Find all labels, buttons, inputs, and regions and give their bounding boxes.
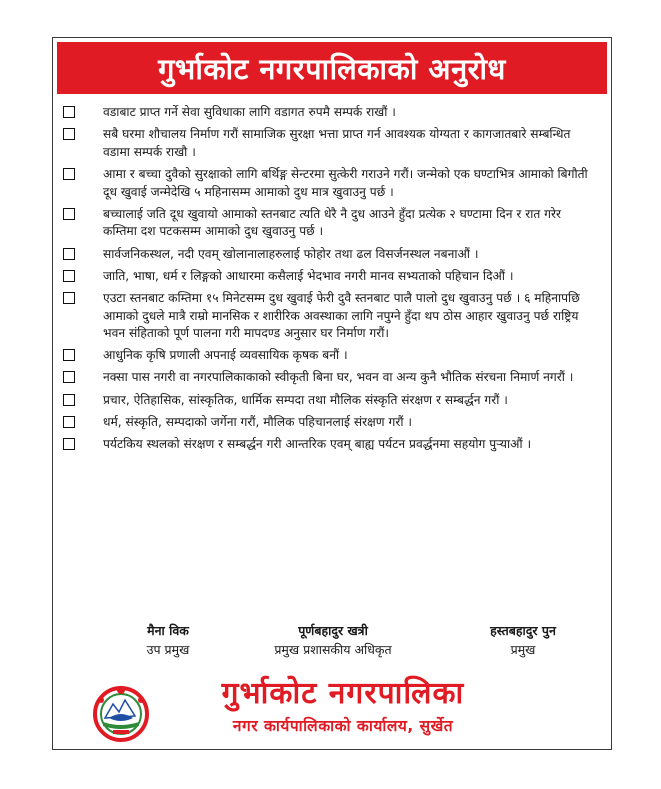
signatory-mayor	[453, 622, 593, 660]
list-item	[63, 347, 597, 365]
checkbox-icon	[63, 106, 75, 118]
banner-title: गुर्भाकोट नगरपालिकाको अनुरोध	[57, 42, 607, 94]
list-item-text: बच्चालाई जति दूध खुवायो आमाको स्तनबाट त्यति धेरै नै दुध आउने हुँदा प्रत्येक २ घण्टामा दिन र रात गरेर कम्तिमा दश पटकसम्म आमाको दुध खुवाउनु पर्छ ।	[103, 206, 561, 239]
checkbox-icon	[63, 128, 75, 140]
list-item-text: पर्यटकिय स्थलको संरक्षण र सम्बर्द्धन गरी आन्तरिक एवम् बाह्य पर्यटन प्रवर्द्धनमा सहयोग पुऱ्याऔं ।	[103, 437, 532, 452]
list-item-text: धर्म, संस्कृति, सम्पदाको जर्गेना गरौं, मौलिक पहिचानलाई संरक्षण गरौं ।	[103, 414, 412, 429]
signature-block	[53, 622, 611, 662]
checkbox-icon	[63, 208, 75, 220]
list-item-text: आधुनिक कृषि प्रणाली अपनाई व्यवसायिक कृषक बनौं ।	[103, 348, 348, 363]
list-item	[63, 290, 597, 343]
checkbox-icon	[63, 270, 75, 282]
list-item-text: नक्सा पास नगरी वा नगरपालिकाकाको स्वीकृती बिना घर, भवन वा अन्य कुनै भौतिक संरचना निमार्ण नगरौं ।	[103, 370, 574, 385]
signatory-deputy-mayor	[113, 622, 223, 660]
nepal-emblem-icon	[91, 682, 151, 744]
list-item	[63, 126, 597, 161]
appeal-list	[63, 104, 597, 458]
checkbox-icon	[63, 371, 75, 383]
list-item-text: प्रचार, ऐतिहासिक, सांस्कृतिक, धार्मिक सम्पदा तथा मौलिक संस्कृति संरक्षण र सम्बर्द्धन गरौं ।	[103, 392, 508, 407]
checkbox-icon	[63, 349, 75, 361]
signatory-name: पूर्णबहादुर खत्री	[298, 623, 368, 638]
list-item-text: वडाबाट प्राप्त गर्ने सेवा सुविधाका लागि वडागत रुपमै सम्पर्क राखौं ।	[103, 105, 396, 119]
list-item-text: सबै घरमा शौचालय निर्माण गरौं सामाजिक सुरक्षा भत्ता प्राप्त गर्न आवश्यक योग्यता र कागजातबारे सम्बन्धित वडामा सम्पर्क राखौ ।	[103, 127, 571, 159]
list-item	[63, 414, 597, 432]
list-item	[63, 104, 597, 122]
footer-title: गुर्भाकोट नगरपालिका	[221, 676, 465, 711]
list-item	[63, 166, 597, 201]
signatory-name: हस्तबहादुर पुन	[490, 623, 556, 638]
list-item-text: जाति, भाषा, धर्म र लिङ्गको आधारमा कसैलाई भेदभाव नगरी मानव सभ्यताको पहिचान दिऔं ।	[103, 268, 514, 283]
list-item	[63, 206, 597, 241]
footer	[53, 674, 611, 746]
list-item	[63, 246, 597, 264]
list-item-text: आमा र बच्चा दुवैको सुरक्षाको लागि बर्थिङ्ग सेन्टरमा सुत्केरी गराउने गरौं। जन्मेको एक घण्टाभित्र आमाको बिगौती दूध खुवाई जन्मेदेखि ५ महिनासम्म आमाको दुध मात्र खुवाउनु पर्छ ।	[103, 166, 588, 199]
signatory-role: प्रमुख	[510, 642, 536, 657]
notice-board	[52, 37, 612, 750]
checkbox-icon	[63, 168, 75, 180]
signatory-role: प्रमुख प्रशासकीय अधिकृत	[274, 642, 392, 657]
signatory-name: मैना विक	[147, 623, 189, 638]
list-item	[63, 392, 597, 410]
list-item	[63, 369, 597, 387]
list-item-text: एउटा स्तनबाट कम्तिमा १५ मिनेटसम्म दुध खुवाई फेरी दुवै स्तनबाट पालै पालो दुध खुवाउनु पर्छ । ६ महिनापछि आमाको दुधले मात्रै राम्रो मानसिक र शारीरिक अवस्थाका लागि नपुग्ने हुँदा थप ठोस आहार खुवाउनु पर्छ राष्ट्रिय भवन संहिताको पूर्ण पालना गरी मापदण्ड अनुसार घर निर्माण गरौं।	[103, 290, 580, 341]
signatory-chief-admin-officer	[248, 622, 418, 660]
footer-subtitle: नगर कार्यपालिकाको कार्यालय, सुर्खेत	[232, 717, 454, 735]
list-item	[63, 436, 597, 454]
list-item-text: सार्वजनिकस्थल, नदी एवम् खोलानालाहरुलाई फोहोर तथा ढल विसर्जनस्थल नबनाऔं ।	[103, 246, 479, 261]
list-item	[63, 268, 597, 286]
checkbox-icon	[63, 248, 75, 260]
checkbox-icon	[63, 292, 75, 304]
checkbox-icon	[63, 394, 75, 406]
checkbox-icon	[63, 438, 75, 450]
checkbox-icon	[63, 416, 75, 428]
signatory-role: उप प्रमुख	[146, 642, 190, 657]
